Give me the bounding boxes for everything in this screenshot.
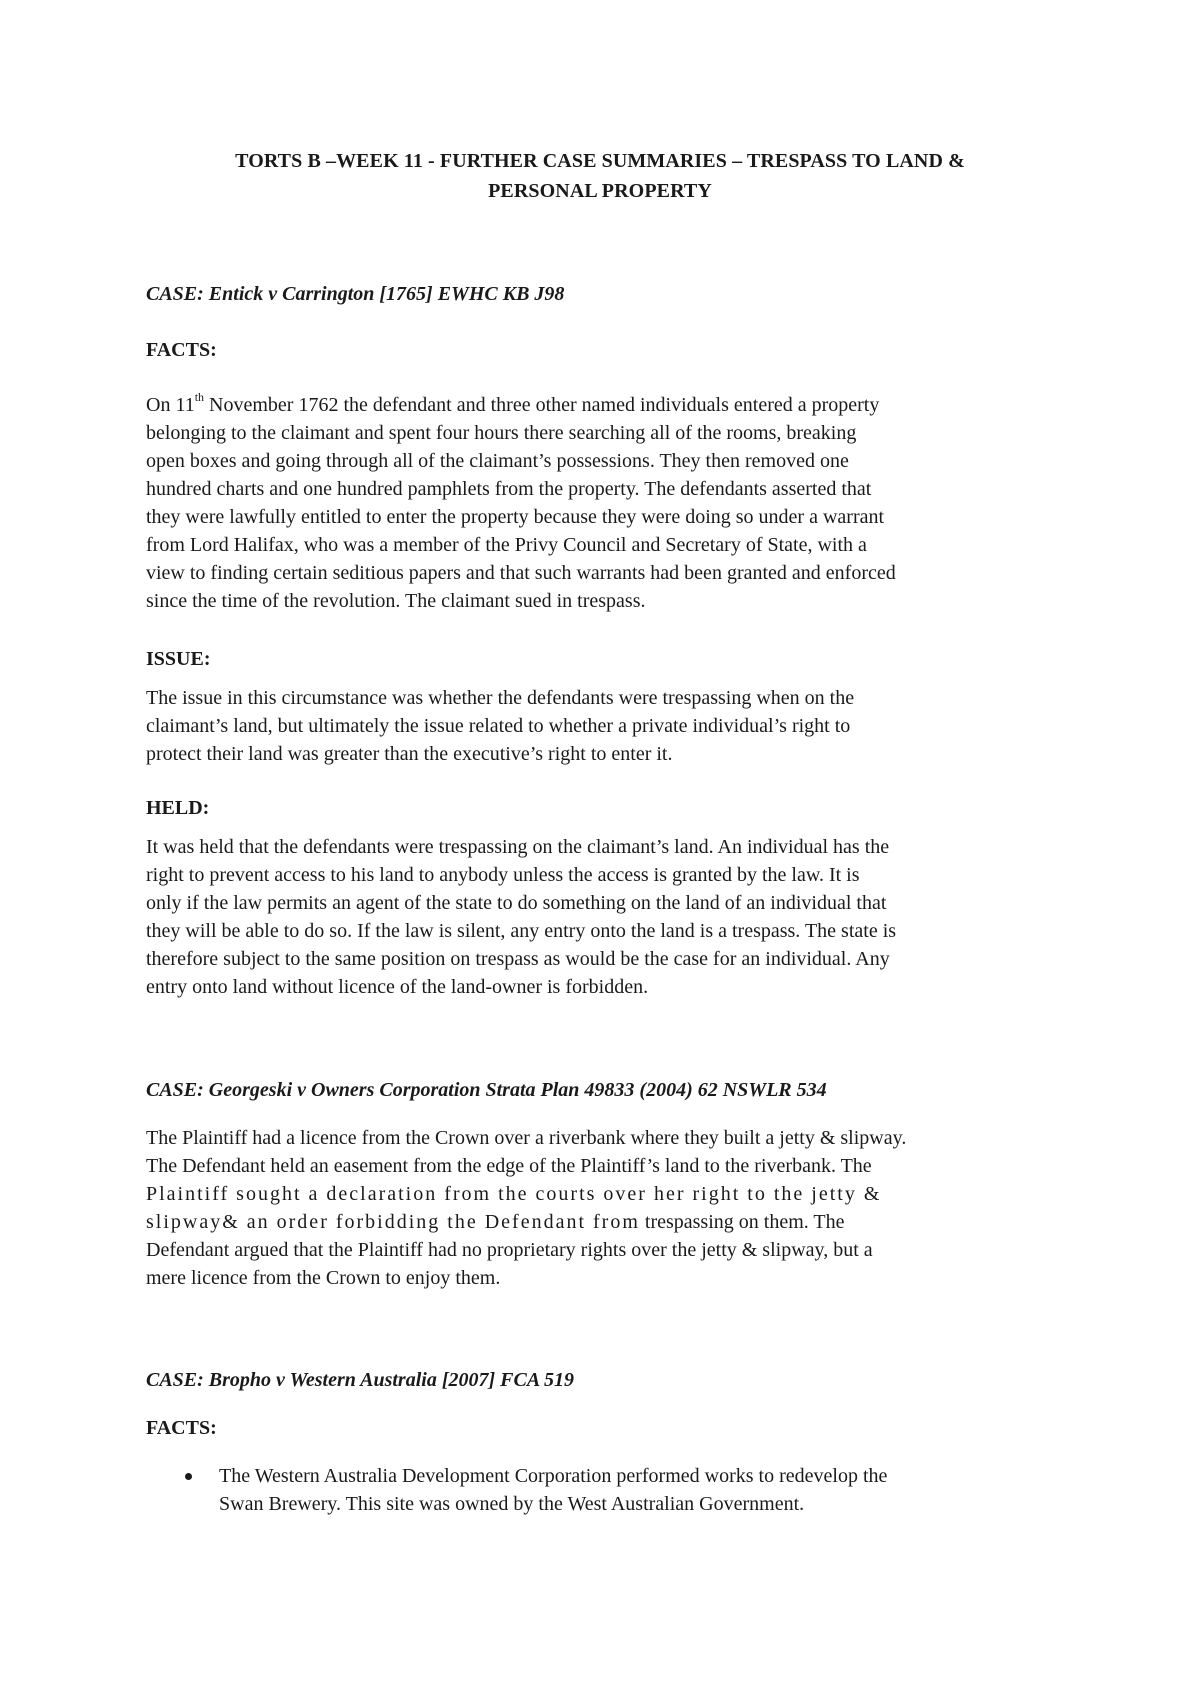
case-heading-bropho: CASE: Bropho v Western Australia [2007] FCA 519 [146,1369,575,1391]
georgeski-line: Defendant argued that the Plaintiff had no proprietary rights over the jetty & slipway, but a [146,1239,873,1261]
facts-line: belonging to the claimant and spent four hours there searching all of the rooms, breaking [146,422,857,444]
facts-label-bropho: FACTS: [146,1417,217,1439]
facts-line: hundred charts and one hundred pamphlets from the property. The defendants asserted that [146,478,872,500]
issue-line: protect their land was greater than the executive’s right to enter it. [146,743,673,765]
georgeski-line-spaced: Plaintiff sought a declaration from the courts over her right to the jetty & [146,1183,882,1205]
held-line: only if the law permits an agent of the state to do something on the land of an individual that [146,892,887,914]
held-paragraph-entick [146,833,1066,1001]
facts-label-entick: FACTS: [146,339,217,361]
held-line: they will be able to do so. If the law is silent, any entry onto the land is a trespass. The state is [146,920,897,942]
paragraph-georgeski [146,1124,1066,1292]
facts-line-1: On 11th November 1762 the defendant and three other named individuals entered a property [146,390,880,416]
georgeski-line: mere licence from the Crown to enjoy them. [146,1267,501,1289]
facts-line: from Lord Halifax, who was a member of the Privy Council and Secretary of State, with a [146,534,867,556]
held-line: therefore subject to the same position on trespass as would be the case for an individual. Any [146,948,890,970]
bullet-line: The Western Australia Development Corporation performed works to redevelop the [219,1465,888,1487]
case-heading-entick: CASE: Entick v Carrington [1765] EWHC KB J98 [146,283,565,305]
held-line: It was held that the defendants were trespassing on the claimant’s land. An individual has the [146,836,890,858]
issue-label-entick: ISSUE: [146,648,211,670]
bullet-line: Swan Brewery. This site was owned by the West Australian Government. [219,1493,805,1515]
facts-line: they were lawfully entitled to enter the property because they were doing so under a warrant [146,506,885,528]
title-line-1: TORTS B –WEEK 11 - FURTHER CASE SUMMARIES – TRESPASS TO LAND & [235,150,965,172]
georgeski-line-mixed: slipway& an order forbidding the Defendant from trespassing on them. The [146,1211,845,1233]
facts-line: open boxes and going through all of the claimant’s possessions. They then removed one [146,450,849,472]
issue-line: The issue in this circumstance was whether the defendants were trespassing when on the [146,687,855,709]
georgeski-line: The Plaintiff had a licence from the Crown over a riverbank where they built a jetty & slipway. [146,1127,907,1149]
issue-paragraph-entick [146,684,1066,768]
georgeski-line: The Defendant held an easement from the edge of the Plaintiff’s land to the riverbank. The [146,1155,872,1177]
held-label-entick: HELD: [146,797,210,819]
facts-line: since the time of the revolution. The claimant sued in trespass. [146,590,646,612]
facts-paragraph-entick [146,391,1066,615]
held-line: entry onto land without licence of the land-owner is forbidden. [146,976,649,998]
bullet-dot-icon [185,1473,192,1480]
held-line: right to prevent access to his land to anybody unless the access is granted by the law. It is [146,864,860,886]
issue-line: claimant’s land, but ultimately the issue related to whether a private individual’s right to [146,715,851,737]
case-heading-georgeski: CASE: Georgeski v Owners Corporation Strata Plan 49833 (2004) 62 NSWLR 534 [146,1079,827,1101]
document-title [130,146,1070,206]
bullet-text [219,1462,1079,1518]
title-line-2: PERSONAL PROPERTY [488,180,712,202]
facts-line: view to finding certain seditious papers and that such warrants had been granted and enforced [146,562,896,584]
